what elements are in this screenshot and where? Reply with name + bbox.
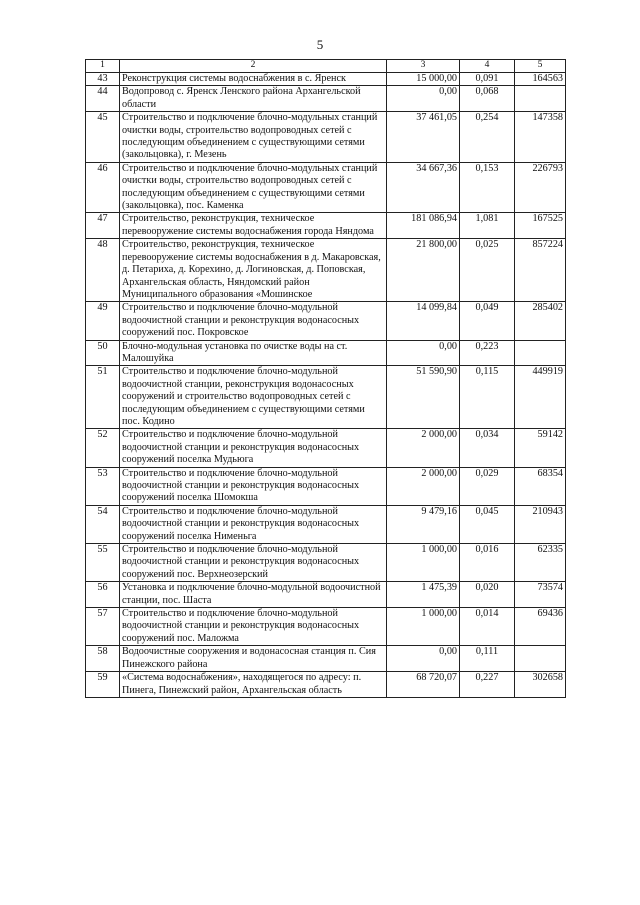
column-header-1: 1 — [86, 60, 120, 73]
page-number: 5 — [316, 37, 324, 52]
table-row — [86, 505, 566, 543]
row-number-cell: 53 — [86, 467, 120, 505]
code-cell: 62335 — [515, 544, 566, 582]
amount-cell: 2 000,00 — [387, 429, 460, 467]
code-cell: 449919 — [515, 366, 566, 429]
code-cell: 59142 — [515, 429, 566, 467]
code-cell — [515, 646, 566, 672]
table-row — [86, 544, 566, 582]
ratio-cell: 0,014 — [460, 608, 515, 646]
code-cell: 73574 — [515, 582, 566, 608]
ratio-cell: 0,034 — [460, 429, 515, 467]
row-number-cell: 57 — [86, 608, 120, 646]
ratio-cell: 0,025 — [460, 239, 515, 302]
object-name-cell: Реконструкция системы водоснабжения в с. Яренск — [120, 73, 387, 86]
row-number-cell: 45 — [86, 112, 120, 163]
amount-cell: 0,00 — [387, 646, 460, 672]
table-row — [86, 239, 566, 302]
object-name-cell: Строительство и подключение блочно-модульных станций очистки воды, строительство водопроводных сетей с последующим объединением с существующими сетями (закольцовка), пос. Каменка — [120, 162, 387, 213]
object-name-cell: Строительство и подключение блочно-модульной водоочистной станции и реконструкция водонасосных сооружений пос. Покровское — [120, 302, 387, 340]
code-cell: 68354 — [515, 467, 566, 505]
amount-cell: 51 590,90 — [387, 366, 460, 429]
object-name-cell: «Система водоснабжения», находящегося по адресу: п. Пинега, Пинежский район, Архангельская область — [120, 672, 387, 698]
row-number-cell: 49 — [86, 302, 120, 340]
code-cell: 147358 — [515, 112, 566, 163]
amount-cell: 34 667,36 — [387, 162, 460, 213]
ratio-cell: 0,045 — [460, 505, 515, 543]
table-row — [86, 608, 566, 646]
row-number-cell: 51 — [86, 366, 120, 429]
amount-cell: 14 099,84 — [387, 302, 460, 340]
row-number-cell: 56 — [86, 582, 120, 608]
row-number-cell: 43 — [86, 73, 120, 86]
ratio-cell: 0,223 — [460, 340, 515, 366]
code-cell: 302658 — [515, 672, 566, 698]
column-header-4: 4 — [460, 60, 515, 73]
amount-cell: 2 000,00 — [387, 467, 460, 505]
ratio-cell: 0,049 — [460, 302, 515, 340]
ratio-cell: 0,227 — [460, 672, 515, 698]
code-cell: 164563 — [515, 73, 566, 86]
column-header-2: 2 — [120, 60, 387, 73]
amount-cell: 9 479,16 — [387, 505, 460, 543]
row-number-cell: 44 — [86, 86, 120, 112]
objects-table — [85, 59, 566, 698]
row-number-cell: 58 — [86, 646, 120, 672]
amount-cell: 181 086,94 — [387, 213, 460, 239]
row-number-cell: 48 — [86, 239, 120, 302]
column-header-3: 3 — [387, 60, 460, 73]
ratio-cell: 0,091 — [460, 73, 515, 86]
code-cell: 285402 — [515, 302, 566, 340]
table-header — [86, 60, 566, 73]
ratio-cell: 0,115 — [460, 366, 515, 429]
object-name-cell: Строительство и подключение блочно-модульной водоочистной станции и реконструкция водонасосных сооружений пос. Маложма — [120, 608, 387, 646]
ratio-cell: 0,254 — [460, 112, 515, 163]
object-name-cell: Водопровод с. Яренск Ленского района Архангельской области — [120, 86, 387, 112]
code-cell: 857224 — [515, 239, 566, 302]
row-number-cell: 52 — [86, 429, 120, 467]
table-row — [86, 646, 566, 672]
amount-cell: 15 000,00 — [387, 73, 460, 86]
amount-cell: 21 800,00 — [387, 239, 460, 302]
amount-cell: 1 475,39 — [387, 582, 460, 608]
table-row — [86, 86, 566, 112]
table-row — [86, 467, 566, 505]
row-number-cell: 50 — [86, 340, 120, 366]
row-number-cell: 59 — [86, 672, 120, 698]
amount-cell: 0,00 — [387, 86, 460, 112]
amount-cell: 1 000,00 — [387, 608, 460, 646]
ratio-cell: 0,016 — [460, 544, 515, 582]
code-cell: 210943 — [515, 505, 566, 543]
object-name-cell: Блочно-модульная установка по очистке воды на ст. Малошуйка — [120, 340, 387, 366]
row-number-cell: 54 — [86, 505, 120, 543]
object-name-cell: Строительство и подключение блочно-модульной водоочистной станции и реконструкция водонасосных сооружений поселка Мудьюга — [120, 429, 387, 467]
table-row — [86, 73, 566, 86]
object-name-cell: Строительство, реконструкция, техническое перевооружение системы водоснабжения в д. Макаровская, д. Петариха, д. Корехино, д. Логиновская, д. Поповская, Архангельская область, Няндомский район Муниципального образования «Мошинское — [120, 239, 387, 302]
ratio-cell: 0,153 — [460, 162, 515, 213]
object-name-cell: Строительство и подключение блочно-модульной водоочистной станции, реконструкция водонасосных сооружений и строительство водопроводных сетей с последующим объединением с существующими сетями пос. Кодино — [120, 366, 387, 429]
table-body — [86, 73, 566, 698]
table-row — [86, 582, 566, 608]
object-name-cell: Установка и подключение блочно-модульной водоочистной станции, пос. Шаста — [120, 582, 387, 608]
code-cell — [515, 86, 566, 112]
object-name-cell: Строительство и подключение блочно-модульной водоочистной станции и реконструкция водонасосных сооружений поселка Нименьга — [120, 505, 387, 543]
table-row — [86, 213, 566, 239]
table-row — [86, 429, 566, 467]
ratio-cell: 0,020 — [460, 582, 515, 608]
code-cell: 69436 — [515, 608, 566, 646]
ratio-cell: 1,081 — [460, 213, 515, 239]
header-row — [86, 60, 566, 73]
code-cell: 167525 — [515, 213, 566, 239]
row-number-cell: 55 — [86, 544, 120, 582]
object-name-cell: Строительство и подключение блочно-модульной водоочистной станции и реконструкция водонасосных сооружений пос. Верхнеозерский — [120, 544, 387, 582]
object-name-cell: Строительство, реконструкция, техническое перевооружение системы водоснабжения города Няндома — [120, 213, 387, 239]
code-cell: 226793 — [515, 162, 566, 213]
amount-cell: 68 720,07 — [387, 672, 460, 698]
table-row — [86, 112, 566, 163]
ratio-cell: 0,029 — [460, 467, 515, 505]
ratio-cell: 0,068 — [460, 86, 515, 112]
row-number-cell: 46 — [86, 162, 120, 213]
amount-cell: 0,00 — [387, 340, 460, 366]
object-name-cell: Строительство и подключение блочно-модульной водоочистной станции и реконструкция водонасосных сооружений поселка Шомокша — [120, 467, 387, 505]
object-name-cell: Водоочистные сооружения и водонасосная станция п. Сия Пинежского района — [120, 646, 387, 672]
code-cell — [515, 340, 566, 366]
table-row — [86, 672, 566, 698]
table-row — [86, 340, 566, 366]
object-name-cell: Строительство и подключение блочно-модульных станций очистки воды, строительство водопроводных сетей с последующим объединением с существующими сетями (закольцовка), г. Мезень — [120, 112, 387, 163]
amount-cell: 37 461,05 — [387, 112, 460, 163]
ratio-cell: 0,111 — [460, 646, 515, 672]
amount-cell: 1 000,00 — [387, 544, 460, 582]
table-row — [86, 366, 566, 429]
table-row — [86, 302, 566, 340]
table-row — [86, 162, 566, 213]
row-number-cell: 47 — [86, 213, 120, 239]
column-header-5: 5 — [515, 60, 566, 73]
